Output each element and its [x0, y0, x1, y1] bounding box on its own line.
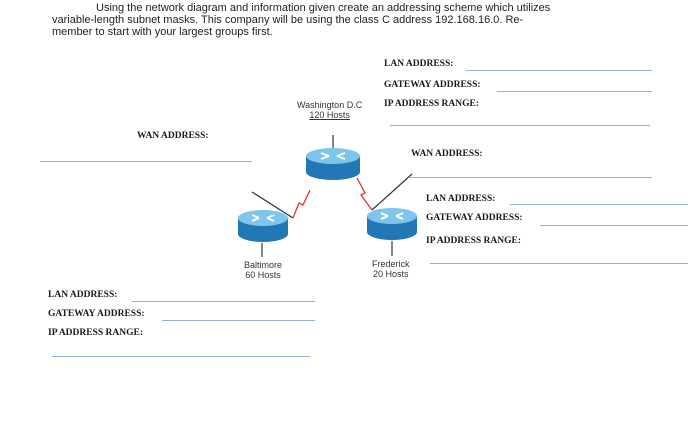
- baltimore-gateway-label: GATEWAY ADDRESS:: [48, 309, 145, 319]
- baltimore-gateway-field[interactable]: [162, 320, 315, 321]
- wan-link-frederick: [357, 178, 372, 210]
- router-icon: [238, 210, 288, 242]
- baltimore-lan-label: LAN ADDRESS:: [48, 290, 118, 300]
- washington-caption: [297, 100, 362, 120]
- baltimore-name: Baltimore: [244, 260, 283, 270]
- frederick-range-label: IP ADDRESS RANGE:: [426, 236, 522, 246]
- frederick-wan-pointer: [372, 174, 412, 210]
- washington-lan-label: LAN ADDRESS:: [384, 59, 454, 69]
- washington-gateway-field[interactable]: [497, 91, 652, 92]
- washington-lan-field[interactable]: [466, 70, 652, 71]
- instructions-line-3: member to start with your largest groups first.: [52, 26, 273, 38]
- baltimore-caption: [244, 260, 282, 280]
- wan-link-baltimore: [293, 190, 310, 218]
- frederick-gateway-field[interactable]: [540, 225, 688, 226]
- wan-baltimore-label: WAN ADDRESS:: [137, 131, 209, 141]
- washington-range-field[interactable]: [390, 125, 650, 126]
- washington-range-label: IP ADDRESS RANGE:: [384, 99, 480, 109]
- washington-gateway-label: GATEWAY ADDRESS:: [384, 80, 481, 90]
- baltimore-range-label: IP ADDRESS RANGE:: [48, 328, 144, 338]
- baltimore-hosts: 60 Hosts: [245, 270, 281, 280]
- wan-frederick-label: WAN ADDRESS:: [411, 149, 483, 159]
- instructions-line-1: Using the network diagram and information given create an addressing scheme which utilizes: [96, 2, 551, 14]
- wan-frederick-field[interactable]: [410, 177, 652, 178]
- instructions-line-2: variable-length subnet masks. This company will be using the class C address 192.168.16.0. Re-: [52, 14, 524, 26]
- washington-hosts: 120 Hosts: [309, 110, 350, 120]
- frederick-gateway-label: GATEWAY ADDRESS:: [426, 213, 523, 223]
- baltimore-range-field[interactable]: [52, 356, 310, 357]
- wan-baltimore-field[interactable]: [40, 161, 252, 162]
- frederick-name: Frederick: [372, 259, 410, 269]
- frederick-hosts: 20 Hosts: [372, 269, 409, 279]
- washington-name: Washington D.C: [297, 100, 363, 110]
- frederick-range-field[interactable]: [430, 263, 688, 264]
- router-icon: [306, 148, 360, 180]
- frederick-lan-label: LAN ADDRESS:: [426, 194, 496, 204]
- router-icon: [367, 208, 417, 240]
- baltimore-lan-field[interactable]: [132, 301, 315, 302]
- frederick-caption: [372, 259, 410, 279]
- frederick-lan-field[interactable]: [510, 204, 688, 205]
